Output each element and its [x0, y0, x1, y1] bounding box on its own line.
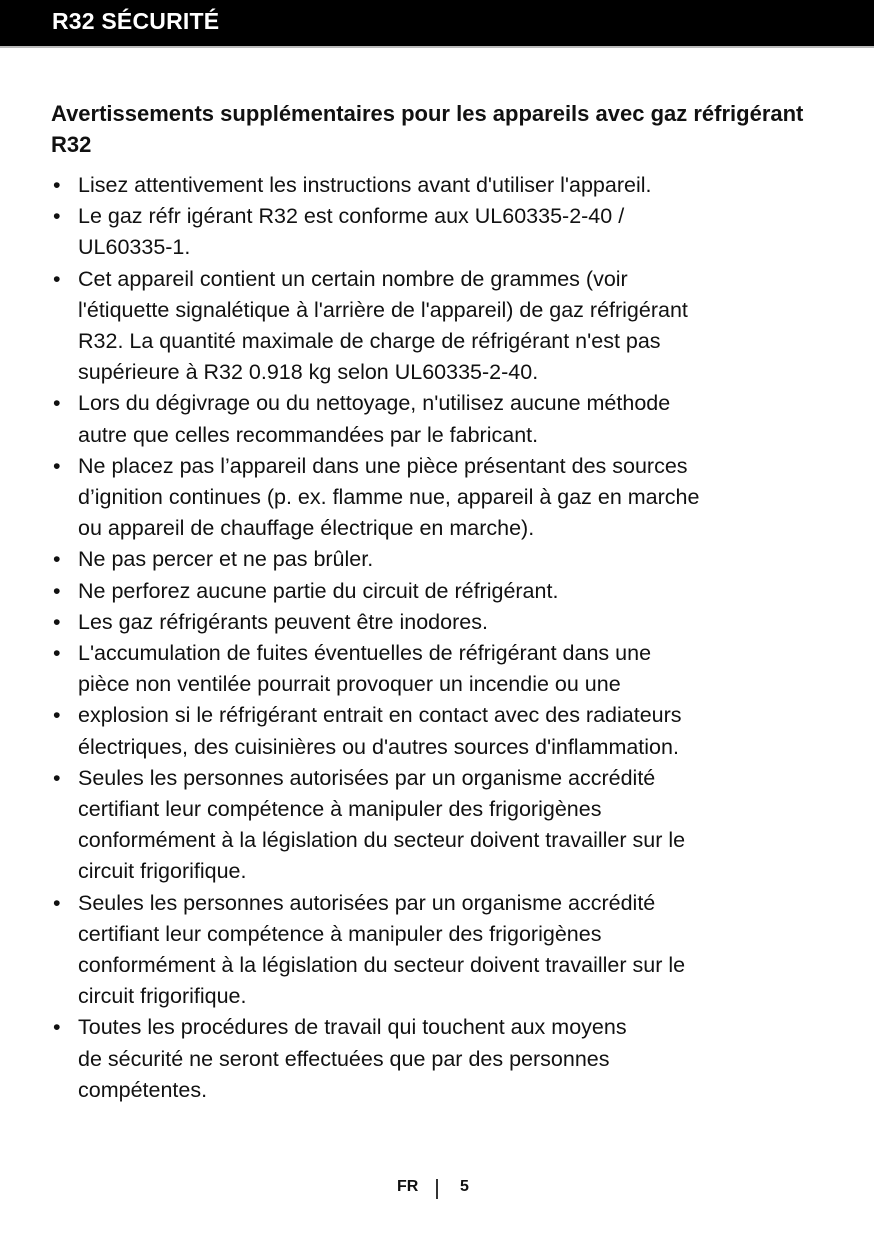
list-item-text-line: conformément à la législation du secteur doivent travailler sur le — [78, 953, 686, 978]
list-item-text-line: l'étiquette signalétique à l'arrière de l'appareil) de gaz réfrigérant — [78, 297, 688, 322]
list-item — [51, 544, 699, 575]
warning-list — [51, 170, 699, 1106]
list-item-text-line: Seules les personnes autorisées par un organisme accrédité — [78, 890, 656, 915]
bullet-icon: • — [53, 609, 61, 634]
list-item-text-line: circuit frigorifique. — [78, 984, 247, 1009]
list-item-text-line: Lors du dégivrage ou du nettoyage, n'utilisez aucune méthode — [78, 391, 671, 416]
list-item-text-line: Lisez attentivement les instructions avant d'utiliser l'appareil. — [78, 173, 652, 197]
list-item — [51, 170, 699, 201]
list-item — [51, 763, 699, 888]
list-item-text-line: compétentes. — [78, 1077, 208, 1102]
list-item — [51, 388, 699, 450]
list-item-text-line: Seules les personnes autorisées par un organisme accrédité — [78, 765, 656, 790]
list-item-text-line: Ne pas percer et ne pas brûler. — [78, 547, 374, 572]
bullet-icon: • — [53, 204, 61, 229]
page-number: 5 — [460, 1178, 469, 1195]
list-item-text-line: ou appareil de chauffage électrique en marche). — [78, 516, 535, 541]
language-code: FR — [397, 1178, 419, 1195]
list-item-text-line: R32. La quantité maximale de charge de réfrigérant n'est pas — [78, 329, 661, 354]
section-header-bar — [0, 0, 874, 48]
list-item — [51, 201, 699, 263]
list-item-text-line: certifiant leur compétence à manipuler des frigorigènes — [78, 797, 602, 822]
list-item-text-line: pièce non ventilée pourrait provoquer un incendie ou une — [78, 672, 621, 697]
list-item-text-line: certifiant leur compétence à manipuler des frigorigènes — [78, 921, 602, 946]
bullet-icon: • — [53, 391, 61, 416]
list-item-text-line: Toutes les procédures de travail qui touchent aux moyens — [78, 1015, 627, 1040]
list-item — [51, 576, 699, 607]
bullet-icon: • — [53, 173, 61, 197]
list-item-text-line: Cet appareil contient un certain nombre de grammes (voir — [78, 266, 628, 291]
list-item-text-line: électriques, des cuisinières ou d'autres sources d'inflammation. — [78, 734, 679, 759]
list-item — [51, 451, 699, 545]
list-item-text-line: Ne perforez aucune partie du circuit de réfrigérant. — [78, 578, 559, 603]
bullet-icon: • — [53, 703, 61, 728]
bullet-icon: • — [53, 641, 61, 666]
bullet-icon: • — [53, 266, 61, 291]
list-item — [51, 607, 699, 638]
list-item — [51, 700, 699, 762]
list-item-text-line: UL60335-1. — [78, 235, 191, 260]
bullet-icon: • — [53, 1015, 61, 1040]
list-item-text-line: d’ignition continues (p. ex. flamme nue, appareil à gaz en marche — [78, 485, 700, 510]
bullet-icon: • — [53, 765, 61, 790]
list-item — [51, 264, 699, 389]
bullet-icon: • — [53, 890, 61, 915]
list-item-text-line: Les gaz réfrigérants peuvent être inodores. — [78, 609, 488, 634]
bullet-icon: • — [53, 578, 61, 603]
list-item-text-line: conformément à la législation du secteur doivent travailler sur le — [78, 828, 686, 853]
bullet-icon: • — [53, 453, 61, 478]
list-item — [51, 638, 699, 700]
list-item-text-line: supérieure à R32 0.918 kg selon UL60335-2-40. — [78, 360, 539, 385]
footer-divider — [436, 1179, 438, 1199]
list-item — [51, 888, 699, 1013]
list-item-text-line: de sécurité ne seront effectuées que par des personnes — [78, 1046, 610, 1071]
list-item-text-line: Le gaz réfr igérant R32 est conforme aux UL60335-2-40 / — [78, 204, 625, 229]
section-title: R32 SÉCURITÉ — [52, 8, 220, 34]
list-item-text-line: Ne placez pas l’appareil dans une pièce présentant des sources — [78, 453, 688, 478]
list-item-text-line: explosion si le réfrigérant entrait en contact avec des radiateurs — [78, 703, 682, 728]
page-heading: Avertissements supplémentaires pour les appareils avec gaz réfrigérant R32 — [51, 101, 804, 157]
list-item-text-line: L'accumulation de fuites éventuelles de réfrigérant dans une — [78, 641, 652, 666]
bullet-icon: • — [53, 547, 61, 572]
list-item — [51, 1012, 699, 1106]
list-item-text-line: circuit frigorifique. — [78, 859, 247, 884]
list-item-text-line: autre que celles recommandées par le fabricant. — [78, 422, 539, 447]
